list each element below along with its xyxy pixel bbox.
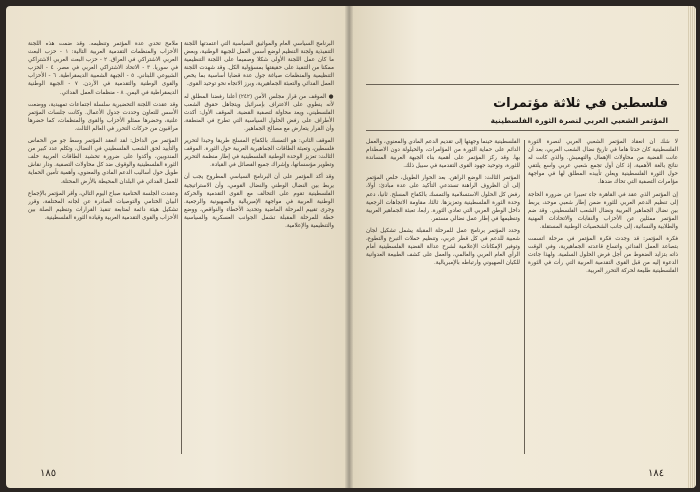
paragraph: المؤتمر الثالث: الوضع الراهن. بعد الحوار الطويل، خلص المؤتمر إلى أن الظروف الراهنة تستدعي التأكيد على عدة مبادئ: أولا، رفض كل الحلول الاستسلامية والتمسك بالكفاح المسلح. ثانيا، دعم وحدة الثورة الفلسطينية وتعزيزها. ثالثا، مقاومة الاتجاهات الرجعية داخل الوطن العربي التي تعادي الثورة. رابعا، تعبئة الجماهير العربية وتنظيمها في إطار عمل نضالي مستمر. [366,175,520,222]
paragraph: الفلسطينية حينما وجهتها إلى تقديم الدعم المادي والمعنوي، والعمل الدائم على حماية الثورة من المؤامرات، والحيلولة دون الاصطدام بها. وقد ركز المؤتمر على أهمية بناء الجبهة العربية المساندة للثورة، وتوحيد جهود القوى التقدمية في سبيل ذلك. [366,139,520,170]
paragraph: وقد أكد المؤتمر على أن البرنامج السياسي المطروح يجب أن يربط بين النضال الوطني والنضال القومي، وأن الاستراتيجية الفلسطينية تقوم على التحالف مع القوى التقدمية والحركة الوطنية العربية في مواجهة الإمبريالية والصهيونية والرجعية. وجرى تقييم المرحلة الماضية وتحديد الأخطاء والنواقص، ووضع خطة للمرحلة المقبلة تشمل الجوانب العسكرية والسياسية والتنظيمية والإعلامية. [184,174,334,229]
paragraph: ● الموقف من قرار مجلس الأمن (٢٤٢) أعلنا رفضنا المطلق له لأنه ينطوي على الاعتراف بإسرائيل ويتجاهل حقوق الشعب الفلسطيني، ويعد محاولة لتصفية القضية. الموقف الأول: أكدت الأطراف على رفض الحلول السياسية التي تطرح في المنطقة، وأن القرار يتعارض مع مصالح الجماهير. [184,93,334,132]
paragraph: المؤتمر من الداخل: لقد انعقد المؤتمر وسط جو من الحماس والتأييد لحق الشعب الفلسطيني في النضال، وتكلم عدد كبير من المندوبين، وأكدوا على ضرورة تحشيد الطاقات العربية خلف الثورة الفلسطينية والوقوف ضد كل محاولات التصفية. ودار نقاش طويل حول أساليب الدعم المادي والمعنوي، وأهمية تأمين الحماية للعمل الفدائي في البلدان المحيطة بالأرض المحتلة. [28,138,178,185]
paragraph: البرنامج السياسي العام والمواثيق السياسية التي اعتمدتها اللجنة التنفيذية ولجنة التنظيم لوضع أسس العمل للجبهة الوطنية، وبعض ما كان عمل اللجنة الأولى شكلا وصميما على اللجنة التنظيمية ممكنا من التنفيذ على حقيقتها بمسؤولية الكل. وقد شهدت اللجنة التنظيمية والمنظمات صياغة جول عدة قضايا أساسية بما يخص العمل الفدائي والتعبئة الجماهيرية، وبرز الاتجاه نحو توحيد القوى. [184,41,334,88]
column-divider [524,140,525,454]
book-gutter [345,6,353,488]
chapter-title: فلسطين في ثلاثة مؤتمرات [493,96,668,111]
header-rule [366,84,679,85]
paragraph: لا شك أن انعقاد المؤتمر الشعبي العربي لنصرة الثورة الفلسطينية كان حدثا هاما في تاريخ نضال الشعب العربي، بعد أن عانت القضية من محاولات الإهمال والتهميش. والذي كانت له نتائج بالغة الأهمية، إذ كان أول تجمع شعبي عربي واسع يلتقي حول الثورة الفلسطينية ويعلن تأييده المطلق لها في مواجهة مؤامرات التصفية التي تحاك ضدها. [528,139,678,186]
paragraph: ملامح تحدي عدة المؤتمر وتنظيمه. وقد ضمت هذه اللجنة الأحزاب والمنظمات التقدمية العربية التالية: ١ - حزب البعث العربي الاشتراكي في العراق. ٢ - حزب البعث العربي الاشتراكي في سوريا. ٣ - الاتحاد الاشتراكي العربي في مصر. ٤ - الحزب الشيوعي اللبناني. ٥ - الجبهة الشعبية الديمقراطية. ٦ - الأحزاب والقوى الوطنية والتقدمية في الأردن. ٧ - الجبهة الوطنية الديمقراطية في اليمن. ٨ - منظمات العمل الفدائي. [28,41,178,96]
paragraph: وقد عقدت اللجنة التحضيرية سلسلة اجتماعات تمهيدية، ووضعت الأسس للتعاون وحددت جدول الأعمال. وكانت جلسات المؤتمر علنية، وحضرها ممثلو الأحزاب والقوى والمنظمات، كما حضرها مراقبون من حركات التحرر في العالم الثالث. [28,101,178,132]
section-title: المؤتمر الشعبي العربي لنصرة الثورة الفلسطينية [490,116,668,125]
page-number: ١٨٤ [648,468,665,479]
right-page-column-1 [528,138,678,456]
right-page-column-2 [366,138,520,456]
paragraph: فكرة المؤتمر: قد وجدت فكرة المؤتمر في مرحلة اتسمت بتصاعد العمل الفدائي واتساع قاعدته الجماهيرية، وفي الوقت ذاته بتزايد الضغوط من أجل فرض الحلول السلمية. ولهذا جاءت الدعوة إليه من قبل القوى التقدمية العربية التي رأت في الثورة الفلسطينية طليعة لحركة التحرر العربية. [528,236,678,275]
left-page [6,6,349,488]
page-edge [688,6,696,488]
left-page-column-2 [28,40,178,456]
section-rule [366,130,679,131]
paragraph: وعقدت الجلسة الختامية صباح اليوم التالي، وأقر المؤتمر بالإجماع البيان الختامي والتوصيات الصادرة عن لجانه المختلفة، وقرر تشكيل هيئة دائمة لمتابعة تنفيذ القرارات وتنظيم الصلة بين الأحزاب والقوى التقدمية العربية وقيادة الثورة الفلسطينية. [28,190,178,221]
paragraph: إن المؤتمر الذي عقد في القاهرة جاء تعبيرا عن ضرورة الحاجة إلى تنظيم الدعم العربي للثورة ضمن إطار شعبي موحد، يربط بين نضال الجماهير العربية ونضال الشعب الفلسطيني. وقد ضم المؤتمر ممثلين عن الأحزاب والنقابات والاتحادات المهنية والطلابية والنسائية، إلى جانب الشخصيات الوطنية المستقلة. [528,191,678,230]
paragraph: الموقف الثاني: هو التمسك بالكفاح المسلح طريقا وحيدا لتحرير فلسطين، وتعبئة الطاقات الجماهيرية العربية حول الثورة. الموقف الثالث: تعزيز الوحدة الوطنية الفلسطينية في إطار منظمة التحرير وتطوير مؤسساتها، وإشراك جميع الفصائل في القيادة. [184,138,334,169]
book-spread [6,6,696,488]
page-number: ١٨٥ [40,468,57,479]
paragraph: وحدد المؤتمر برنامج عمل للمرحلة المقبلة يشمل تشكيل لجان شعبية للدعم في كل قطر عربي، وتنظيم حملات التبرع والتطوع، وتوفير الإمكانات الإعلامية لشرح عدالة القضية الفلسطينية أمام الرأي العام العربي والعالمي، والعمل على كشف الطبيعة العدوانية للكيان الصهيوني وارتباطه بالإمبريالية. [366,227,520,267]
column-divider [181,42,182,454]
left-page-column-1 [184,40,334,456]
